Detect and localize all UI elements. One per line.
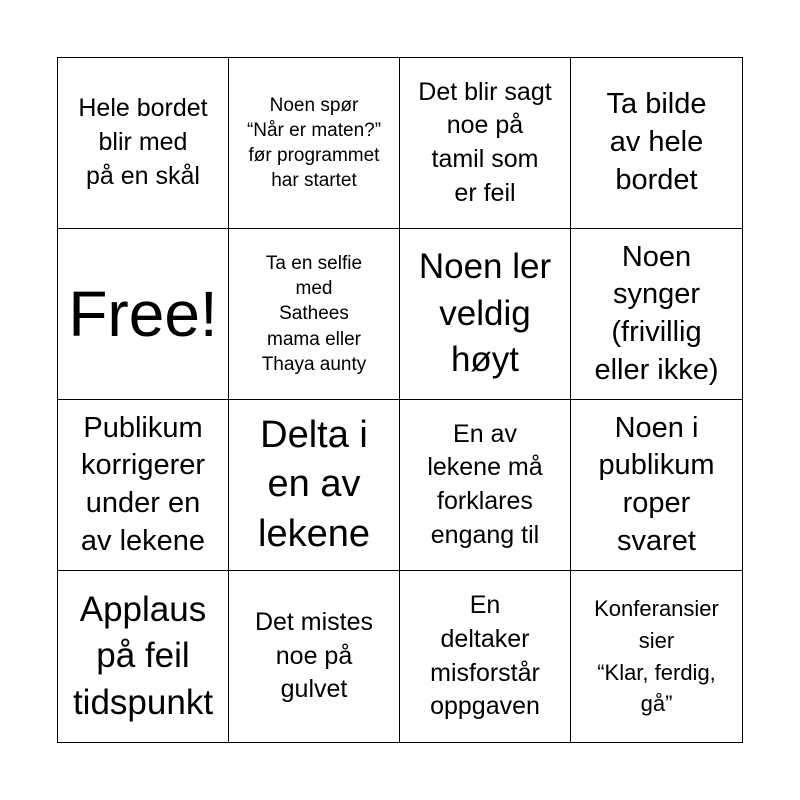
- bingo-cell[interactable]: [400, 400, 571, 571]
- bingo-cell[interactable]: [400, 58, 571, 229]
- bingo-cell[interactable]: [571, 400, 742, 571]
- cell-text: Applaus på feil tidspunkt: [72, 589, 214, 722]
- bingo-cell[interactable]: [571, 571, 742, 742]
- bingo-cell[interactable]: [400, 571, 571, 742]
- cell-text: Noen synger (frivillig eller ikke): [594, 240, 719, 386]
- bingo-cell[interactable]: [58, 58, 229, 229]
- bingo-cell[interactable]: [571, 58, 742, 229]
- bingo-cell[interactable]: [229, 571, 400, 742]
- cell-text: Konferansier sier “Klar, ferdig, gå”: [594, 595, 719, 717]
- cell-text: Noen i publikum roper svaret: [598, 411, 715, 557]
- cell-text: Ta bilde av hele bordet: [606, 88, 707, 196]
- cell-text: Hele bordet blir med på en skål: [78, 94, 208, 190]
- cell-text: Delta i en av lekene: [258, 413, 370, 555]
- cell-text: Noen ler veldig høyt: [418, 247, 552, 380]
- bingo-cell[interactable]: [571, 229, 742, 400]
- cell-text: Free!: [68, 277, 218, 350]
- bingo-free-cell[interactable]: [58, 229, 229, 400]
- cell-text: Det mistes noe på gulvet: [254, 607, 374, 704]
- bingo-cell[interactable]: [58, 571, 229, 742]
- cell-text: Noen spør “Når er maten?” før programmet har startet: [246, 94, 382, 192]
- cell-text: En deltaker misforstår oppgaven: [430, 591, 540, 721]
- bingo-cell[interactable]: [229, 400, 400, 571]
- cell-text: Ta en selfie med Sathees mama eller Thaya aunty: [261, 253, 367, 375]
- cell-text: Det blir sagt noe på tamil som er feil: [418, 77, 552, 207]
- bingo-cell[interactable]: [229, 58, 400, 229]
- cell-text: En av lekene må forklares engang til: [427, 419, 543, 549]
- bingo-board: [57, 57, 743, 743]
- bingo-cell[interactable]: [229, 229, 400, 400]
- bingo-cell[interactable]: [400, 229, 571, 400]
- cell-text: Publikum korrigerer under en av lekene: [80, 411, 206, 557]
- bingo-cell[interactable]: [58, 400, 229, 571]
